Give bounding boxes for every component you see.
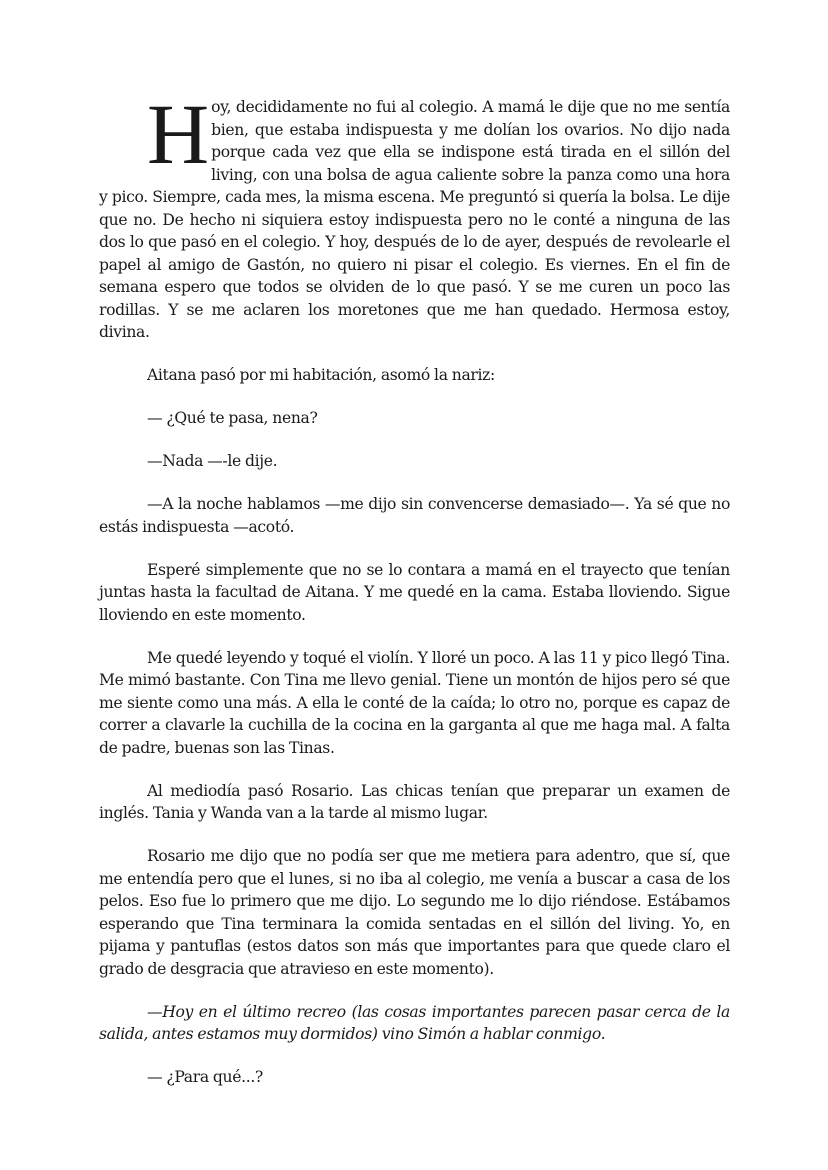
drop-cap: H bbox=[147, 86, 210, 182]
paragraph bbox=[99, 86, 730, 344]
dialogue-line: — ¿Para qué...? bbox=[147, 1068, 263, 1086]
dialogue-line: — ¿Qué te pasa, nena? bbox=[147, 409, 318, 427]
paragraph: Aitana pasó por mi habitación, asomó la nariz: bbox=[147, 366, 495, 384]
dialogue-line: —A la noche hablamos —me dijo sin convencerse demasiado—. Ya sé que no estás indispuesta —acotó. bbox=[99, 495, 730, 536]
document-page bbox=[99, 86, 730, 1109]
paragraph-text: oy, decididamente no fui al colegio. A mamá le dije que no me sentía bien, que estaba indispuesta y me dolían los ovarios. No dijo nada porque cada vez que ella se indispone está tirada en el sillón del living, con una bolsa de agua caliente sobre la panza como una hora y pico. Siempre, cada mes, la misma escena. Me preguntó si quería la bolsa. Le dije que no. De hecho ni siquiera estoy indispuesta pero no le conté a ninguna de las dos lo que pasó en el colegio. Y hoy, después de lo de ayer, después de revolearle el papel al amigo de Gastón, no quiero ni pisar el colegio. Es viernes. En el fin de semana espero que todos se olviden de lo que pasó. Y se me curen un poco las rodillas. Y se me aclaren los moretones que me han quedado. Hermosa estoy, divina. bbox=[99, 98, 730, 341]
paragraph: Al mediodía pasó Rosario. Las chicas tenían que preparar un examen de inglés. Tania y Wanda van a la tarde al mismo lugar. bbox=[99, 781, 730, 822]
paragraph: Me quedé leyendo y toqué el violín. Y lloré un poco. A las 11 y pico llegó Tina. Me mimó bastante. Con Tina me llevo genial. Tiene un montón de hijos pero sé que me siente como una más. A ella le conté de la caída; lo otro no, porque es capaz de correr a clavarle la cuchilla de la cocina en la garganta al que me haga mal. A falta de padre, buenas son las Tinas. bbox=[99, 648, 730, 757]
paragraph: Rosario me dijo que no podía ser que me metiera para adentro, que sí, que me entendía pero que el lunes, si no iba al colegio, me venía a buscar a casa de los pelos. Eso fue lo primero que me dijo. Lo segundo me lo dijo riéndose. Estábamos esperando que Tina terminara la comida sentadas en el sillón del living. Yo, en pijama y pantuflas (estos datos son más que importantes para que quede claro el grado de desgracia que atravieso en este momento). bbox=[99, 847, 730, 978]
paragraph: Esperé simplemente que no se lo contara a mamá en el trayecto que tenían juntas hasta la facultad de Aitana. Y me quedé en la cama. Estaba lloviendo. Sigue lloviendo en este momento. bbox=[99, 560, 730, 624]
dialogue-line: —Nada —-le dije. bbox=[147, 452, 278, 470]
italic-dialogue-line: —Hoy en el último recreo (las cosas importantes parecen pasar cerca de la salida, antes estamos muy dormidos) vino Simón a hablar conmigo. bbox=[99, 1002, 730, 1043]
